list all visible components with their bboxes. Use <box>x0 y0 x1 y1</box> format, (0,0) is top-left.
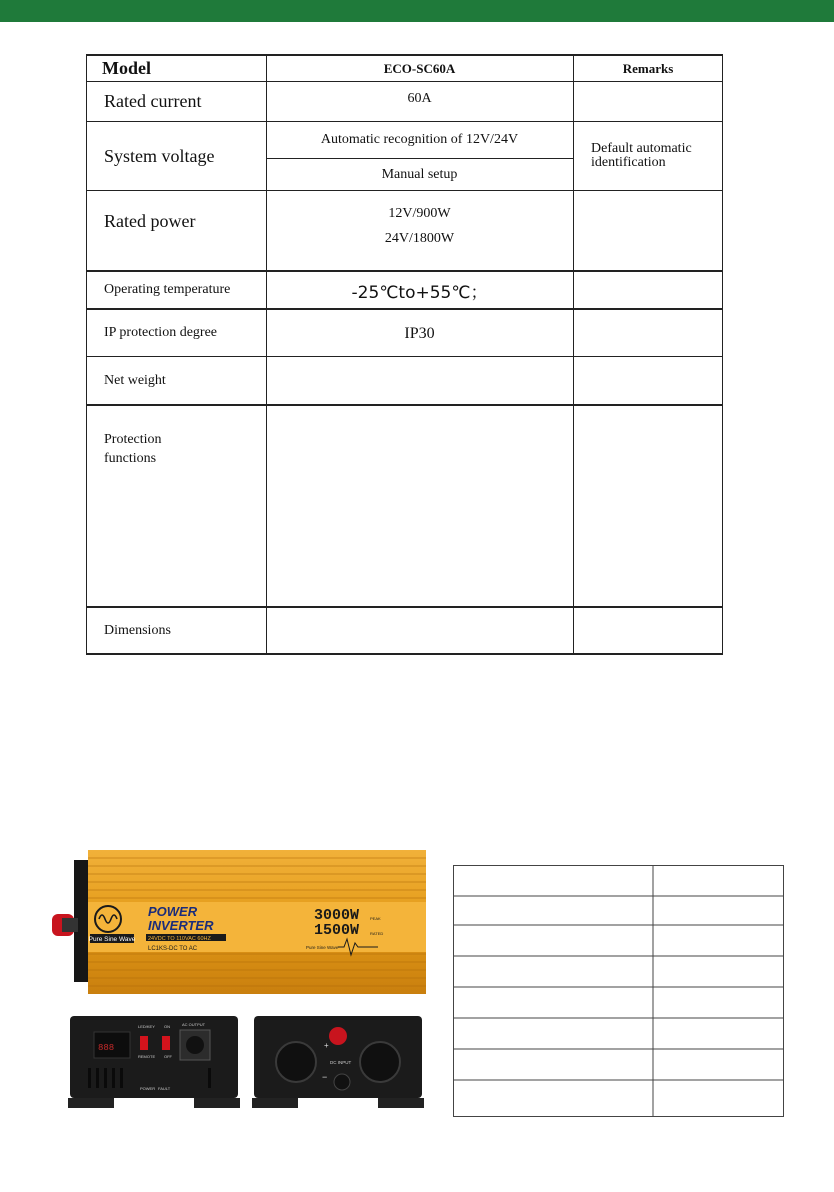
small-table-border <box>454 866 784 1117</box>
ip-protection-label: IP protection degree <box>104 325 217 340</box>
net-weight-label: Net weight <box>104 372 166 388</box>
power-label: POWER <box>140 1086 156 1091</box>
system-voltage-remark: Default automatic identification <box>591 141 692 170</box>
red-switch-icon <box>162 1036 170 1050</box>
rated-current-value: 60A <box>407 91 432 106</box>
top-green-bar <box>0 0 834 22</box>
dimensions-label: Dimensions <box>104 622 171 638</box>
rated-power-24v: 24V/1800W <box>384 231 455 246</box>
fault-label: FAULT <box>158 1086 171 1091</box>
peak-rating: 3000W <box>314 907 360 924</box>
protection-functions-value <box>266 406 573 606</box>
brand-text: Pure Sine Wave <box>88 936 136 943</box>
system-voltage-manual: Manual setup <box>381 166 458 182</box>
net-weight-value <box>266 357 573 404</box>
inverter-top-view-image <box>52 846 428 996</box>
operating-temperature-label: Operating temperature <box>104 282 231 297</box>
table-border-bottom <box>86 653 723 655</box>
label-panel <box>88 902 426 952</box>
inverter-front-panel-image <box>68 1014 240 1110</box>
system-voltage-auto: Automatic recognition of 12V/24V <box>320 132 519 147</box>
rated-current-label: Rated current <box>104 91 202 111</box>
rated-power-12v: 12V/900W <box>388 206 451 221</box>
on-label: ON <box>164 1024 170 1029</box>
fan-icon <box>360 1042 400 1082</box>
rated-tag: RATED <box>370 931 384 936</box>
system-voltage-label: System voltage <box>104 145 215 166</box>
plus-sign: + <box>324 1041 329 1050</box>
off-label: OFF <box>164 1054 172 1059</box>
inverter-title: INVERTER <box>148 918 214 933</box>
remote-label: REMOTE <box>138 1054 156 1059</box>
minus-sign: − <box>322 1072 328 1082</box>
dimensions-value <box>266 608 573 653</box>
inverter-back-panel-image <box>252 1014 424 1110</box>
positive-terminal-icon <box>329 1027 347 1045</box>
model-value: ECO-SC60A <box>383 60 456 76</box>
empty-spec-table <box>453 865 784 1117</box>
svg-text:888: 888 <box>98 1043 115 1053</box>
spec-strip-text: 24VDC TO 110VAC 60HZ <box>148 936 211 942</box>
peak-tag: PEAK <box>370 916 381 921</box>
protection-functions-label: Protection functions <box>104 432 162 466</box>
cert-text: LC1KS-DC TO AC <box>148 946 198 952</box>
red-switch-icon <box>140 1036 148 1050</box>
ac-output-label: AC OUTPUT <box>182 1022 206 1027</box>
operating-temperature-value: -25℃to+55℃； <box>351 282 488 303</box>
terminal-bolt-icon <box>62 918 78 932</box>
dc-input-label: DC INPUT <box>330 1060 352 1065</box>
led-key-label: LED/KEY <box>138 1024 155 1029</box>
rated-power-label: Rated power <box>104 210 196 231</box>
brand-small-text: Pure Sine Wave <box>306 945 339 950</box>
model-label: Model <box>102 58 151 78</box>
power-title: POWER <box>148 904 198 919</box>
remarks-label: Remarks <box>622 60 674 76</box>
ip-protection-value: IP30 <box>404 325 435 342</box>
negative-terminal-icon <box>334 1074 350 1090</box>
fan-icon <box>276 1042 316 1082</box>
spec-table <box>86 54 723 655</box>
rated-rating: 1500W <box>314 922 360 939</box>
